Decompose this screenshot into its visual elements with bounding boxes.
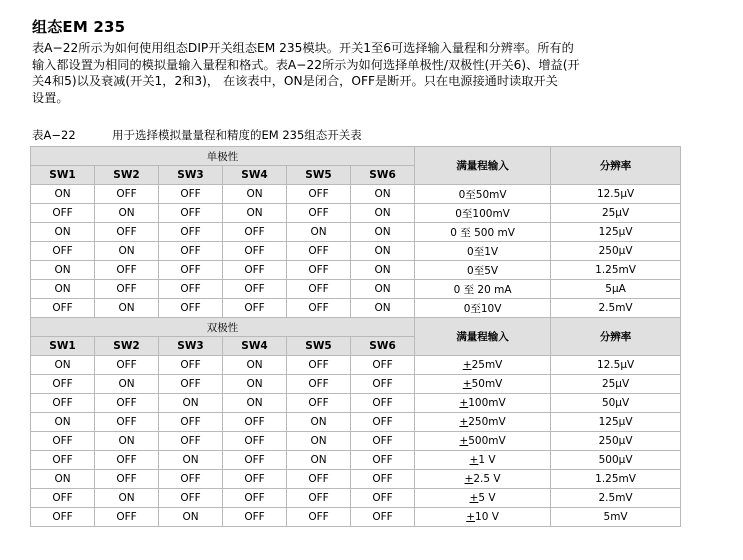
resolution-value: 250μV (551, 432, 681, 451)
plus-minus-sign: + (462, 378, 472, 390)
switch-state-sw5: OFF (287, 394, 351, 413)
plus-minus-sign: + (459, 435, 469, 447)
switch-state-sw3: OFF (159, 432, 223, 451)
switch-state-sw6: OFF (351, 375, 415, 394)
plus-minus-sign: + (469, 492, 479, 504)
switch-state-sw2: OFF (95, 413, 159, 432)
range-value: 5 V (478, 492, 496, 504)
full-scale-range (415, 489, 551, 508)
table-row (31, 432, 681, 451)
table-row (31, 489, 681, 508)
plus-minus-sign: + (466, 511, 476, 523)
resolution-value: 50μV (551, 394, 681, 413)
full-scale-range (415, 242, 551, 261)
bipolar-group-header-row (31, 318, 681, 337)
switch-state-sw2: ON (95, 299, 159, 318)
switch-header-3: SW3 (159, 166, 223, 185)
table-row (31, 223, 681, 242)
range-value: 250mV (468, 416, 506, 428)
table-row (31, 394, 681, 413)
resolution-header: 分辨率 (551, 147, 681, 185)
full-scale-range (415, 204, 551, 223)
switch-state-sw2: ON (95, 204, 159, 223)
resolution-value: 12.5μV (551, 356, 681, 375)
switch-state-sw4: ON (223, 375, 287, 394)
full-scale-range (415, 185, 551, 204)
full-scale-range (415, 432, 551, 451)
switch-state-sw1: OFF (31, 242, 95, 261)
resolution-value: 250μV (551, 242, 681, 261)
switch-state-sw6: ON (351, 242, 415, 261)
switch-state-sw6: ON (351, 204, 415, 223)
switch-state-sw5: OFF (287, 280, 351, 299)
switch-state-sw4: OFF (223, 242, 287, 261)
table-body (31, 147, 681, 527)
switch-state-sw3: OFF (159, 242, 223, 261)
table-row (31, 185, 681, 204)
switch-state-sw4: ON (223, 185, 287, 204)
resolution-value: 125μV (551, 223, 681, 242)
resolution-value: 125μV (551, 413, 681, 432)
range-value: 0至10V (463, 302, 502, 315)
switch-state-sw5: OFF (287, 299, 351, 318)
switch-state-sw6: OFF (351, 470, 415, 489)
switch-state-sw5: ON (287, 451, 351, 470)
full-scale-range (415, 413, 551, 432)
resolution-value: 2.5mV (551, 489, 681, 508)
switch-state-sw1: ON (31, 413, 95, 432)
range-value: 50mV (471, 378, 503, 390)
switch-state-sw6: OFF (351, 394, 415, 413)
full-scale-range (415, 470, 551, 489)
switch-state-sw3: OFF (159, 470, 223, 489)
switch-header-6: SW6 (351, 337, 415, 356)
switch-state-sw1: ON (31, 261, 95, 280)
full-scale-range (415, 299, 551, 318)
switch-state-sw4: ON (223, 356, 287, 375)
range-value: 500mV (468, 435, 506, 447)
resolution-value: 25μV (551, 375, 681, 394)
full-scale-range (415, 223, 551, 242)
unipolar-group-header-row (31, 147, 681, 166)
switch-header-6: SW6 (351, 166, 415, 185)
switch-state-sw6: OFF (351, 432, 415, 451)
switch-state-sw3: OFF (159, 261, 223, 280)
switch-state-sw4: OFF (223, 413, 287, 432)
switch-state-sw6: OFF (351, 413, 415, 432)
full-scale-range (415, 261, 551, 280)
switch-state-sw1: ON (31, 185, 95, 204)
bipolar-group-label: 双极性 (31, 318, 415, 337)
range-value: 100mV (468, 397, 506, 409)
switch-state-sw3: OFF (159, 375, 223, 394)
switch-state-sw3: OFF (159, 280, 223, 299)
full-scale-header: 满量程输入 (415, 318, 551, 356)
table-number: 表A−22 (32, 128, 76, 142)
switch-state-sw1: ON (31, 280, 95, 299)
table-row (31, 451, 681, 470)
switch-state-sw1: ON (31, 356, 95, 375)
switch-state-sw3: OFF (159, 413, 223, 432)
switch-state-sw3: OFF (159, 223, 223, 242)
plus-minus-sign: + (459, 397, 469, 409)
resolution-value: 25μV (551, 204, 681, 223)
full-scale-range (415, 394, 551, 413)
switch-state-sw1: OFF (31, 394, 95, 413)
switch-state-sw2: OFF (95, 451, 159, 470)
switch-state-sw4: ON (223, 394, 287, 413)
full-scale-range (415, 451, 551, 470)
switch-state-sw5: OFF (287, 375, 351, 394)
paragraph-line: 设置。 (32, 90, 69, 105)
resolution-value: 2.5mV (551, 299, 681, 318)
table-row (31, 204, 681, 223)
switch-state-sw4: OFF (223, 451, 287, 470)
range-value: 0至100mV (455, 207, 510, 220)
plus-minus-sign: + (464, 473, 474, 485)
resolution-value: 5mV (551, 508, 681, 527)
resolution-value: 1.25mV (551, 261, 681, 280)
range-value: 10 V (475, 511, 499, 523)
table-row (31, 299, 681, 318)
switch-state-sw1: OFF (31, 508, 95, 527)
switch-state-sw1: OFF (31, 489, 95, 508)
switch-state-sw1: OFF (31, 451, 95, 470)
switch-state-sw4: OFF (223, 470, 287, 489)
switch-state-sw1: OFF (31, 299, 95, 318)
switch-state-sw2: OFF (95, 185, 159, 204)
switch-state-sw5: OFF (287, 356, 351, 375)
range-value: 0 至 20 mA (453, 283, 512, 296)
switch-state-sw5: OFF (287, 261, 351, 280)
table-row (31, 375, 681, 394)
plus-minus-sign: + (459, 416, 469, 428)
switch-state-sw3: OFF (159, 204, 223, 223)
switch-state-sw6: ON (351, 280, 415, 299)
table-row (31, 261, 681, 280)
section-heading: 组态EM 235 (32, 18, 126, 36)
switch-header-2: SW2 (95, 166, 159, 185)
table-row (31, 470, 681, 489)
switch-state-sw4: OFF (223, 489, 287, 508)
switch-state-sw6: ON (351, 299, 415, 318)
switch-state-sw6: OFF (351, 489, 415, 508)
switch-state-sw1: OFF (31, 432, 95, 451)
switch-state-sw2: OFF (95, 508, 159, 527)
switch-state-sw2: OFF (95, 470, 159, 489)
resolution-value: 12.5μV (551, 185, 681, 204)
switch-header-4: SW4 (223, 166, 287, 185)
resolution-header: 分辨率 (551, 318, 681, 356)
switch-state-sw1: ON (31, 470, 95, 489)
switch-header-2: SW2 (95, 337, 159, 356)
range-value: 0至50mV (458, 188, 507, 201)
unipolar-group-label: 单极性 (31, 147, 415, 166)
paragraph-line: 输入都设置为相同的模拟量输入量程和格式。表A−22所示为如何选择单极性/双极性(开关6)、增益(开 (32, 57, 580, 72)
switch-state-sw3: OFF (159, 185, 223, 204)
switch-state-sw5: ON (287, 413, 351, 432)
range-value: 2.5 V (473, 473, 501, 485)
switch-state-sw2: OFF (95, 261, 159, 280)
switch-header-5: SW5 (287, 166, 351, 185)
switch-state-sw4: OFF (223, 432, 287, 451)
switch-state-sw2: OFF (95, 223, 159, 242)
switch-state-sw5: OFF (287, 242, 351, 261)
switch-state-sw6: OFF (351, 508, 415, 527)
range-value: 0 至 500 mV (450, 226, 515, 239)
switch-state-sw2: ON (95, 432, 159, 451)
paragraph-line: 关4和5)以及衰减(开关1，2和3)， 在该表中，ON是闭合，OFF是断开。只在电源接通时读取开关 (32, 74, 558, 88)
plus-minus-sign: + (469, 454, 479, 466)
range-value: 0至5V (467, 264, 499, 277)
full-scale-header: 满量程输入 (415, 147, 551, 185)
switch-state-sw5: ON (287, 223, 351, 242)
table-caption (32, 127, 362, 143)
switch-state-sw4: OFF (223, 261, 287, 280)
range-value: 1 V (478, 454, 496, 466)
switch-state-sw3: OFF (159, 489, 223, 508)
switch-state-sw5: OFF (287, 185, 351, 204)
switch-state-sw3: ON (159, 508, 223, 527)
range-value: 25mV (471, 359, 503, 371)
switch-state-sw6: OFF (351, 356, 415, 375)
full-scale-range (415, 508, 551, 527)
switch-state-sw1: OFF (31, 375, 95, 394)
switch-state-sw4: ON (223, 204, 287, 223)
switch-state-sw2: ON (95, 242, 159, 261)
switch-state-sw5: OFF (287, 489, 351, 508)
range-value: 0至1V (467, 245, 499, 258)
switch-header-1: SW1 (31, 337, 95, 356)
switch-state-sw2: OFF (95, 280, 159, 299)
table-row (31, 413, 681, 432)
switch-state-sw4: OFF (223, 280, 287, 299)
switch-header-3: SW3 (159, 337, 223, 356)
dip-switch-table (30, 146, 681, 527)
switch-state-sw6: ON (351, 223, 415, 242)
switch-state-sw5: OFF (287, 204, 351, 223)
switch-state-sw2: OFF (95, 394, 159, 413)
switch-state-sw3: OFF (159, 299, 223, 318)
table-row (31, 242, 681, 261)
switch-state-sw2: OFF (95, 356, 159, 375)
description-paragraph (32, 40, 688, 106)
plus-minus-sign: + (462, 359, 472, 371)
table-title: 用于选择模拟量量程和精度的EM 235组态开关表 (112, 128, 362, 142)
switch-state-sw4: OFF (223, 299, 287, 318)
resolution-value: 1.25mV (551, 470, 681, 489)
switch-state-sw2: ON (95, 489, 159, 508)
switch-state-sw3: OFF (159, 356, 223, 375)
switch-state-sw2: ON (95, 375, 159, 394)
full-scale-range (415, 280, 551, 299)
switch-state-sw4: OFF (223, 508, 287, 527)
resolution-value: 5μA (551, 280, 681, 299)
switch-state-sw5: ON (287, 432, 351, 451)
switch-state-sw3: ON (159, 394, 223, 413)
switch-state-sw6: ON (351, 185, 415, 204)
switch-state-sw4: OFF (223, 223, 287, 242)
paragraph-line: 表A−22所示为如何使用组态DIP开关组态EM 235模块。开关1至6可选择输入量程和分辨率。所有的 (32, 41, 574, 55)
table-row (31, 508, 681, 527)
switch-state-sw6: OFF (351, 451, 415, 470)
table-row (31, 356, 681, 375)
switch-header-4: SW4 (223, 337, 287, 356)
full-scale-range (415, 356, 551, 375)
switch-state-sw1: ON (31, 223, 95, 242)
switch-header-5: SW5 (287, 337, 351, 356)
switch-state-sw5: OFF (287, 470, 351, 489)
resolution-value: 500μV (551, 451, 681, 470)
switch-state-sw5: OFF (287, 508, 351, 527)
switch-state-sw6: ON (351, 261, 415, 280)
switch-state-sw1: OFF (31, 204, 95, 223)
table-row (31, 280, 681, 299)
switch-header-1: SW1 (31, 166, 95, 185)
full-scale-range (415, 375, 551, 394)
switch-state-sw3: ON (159, 451, 223, 470)
